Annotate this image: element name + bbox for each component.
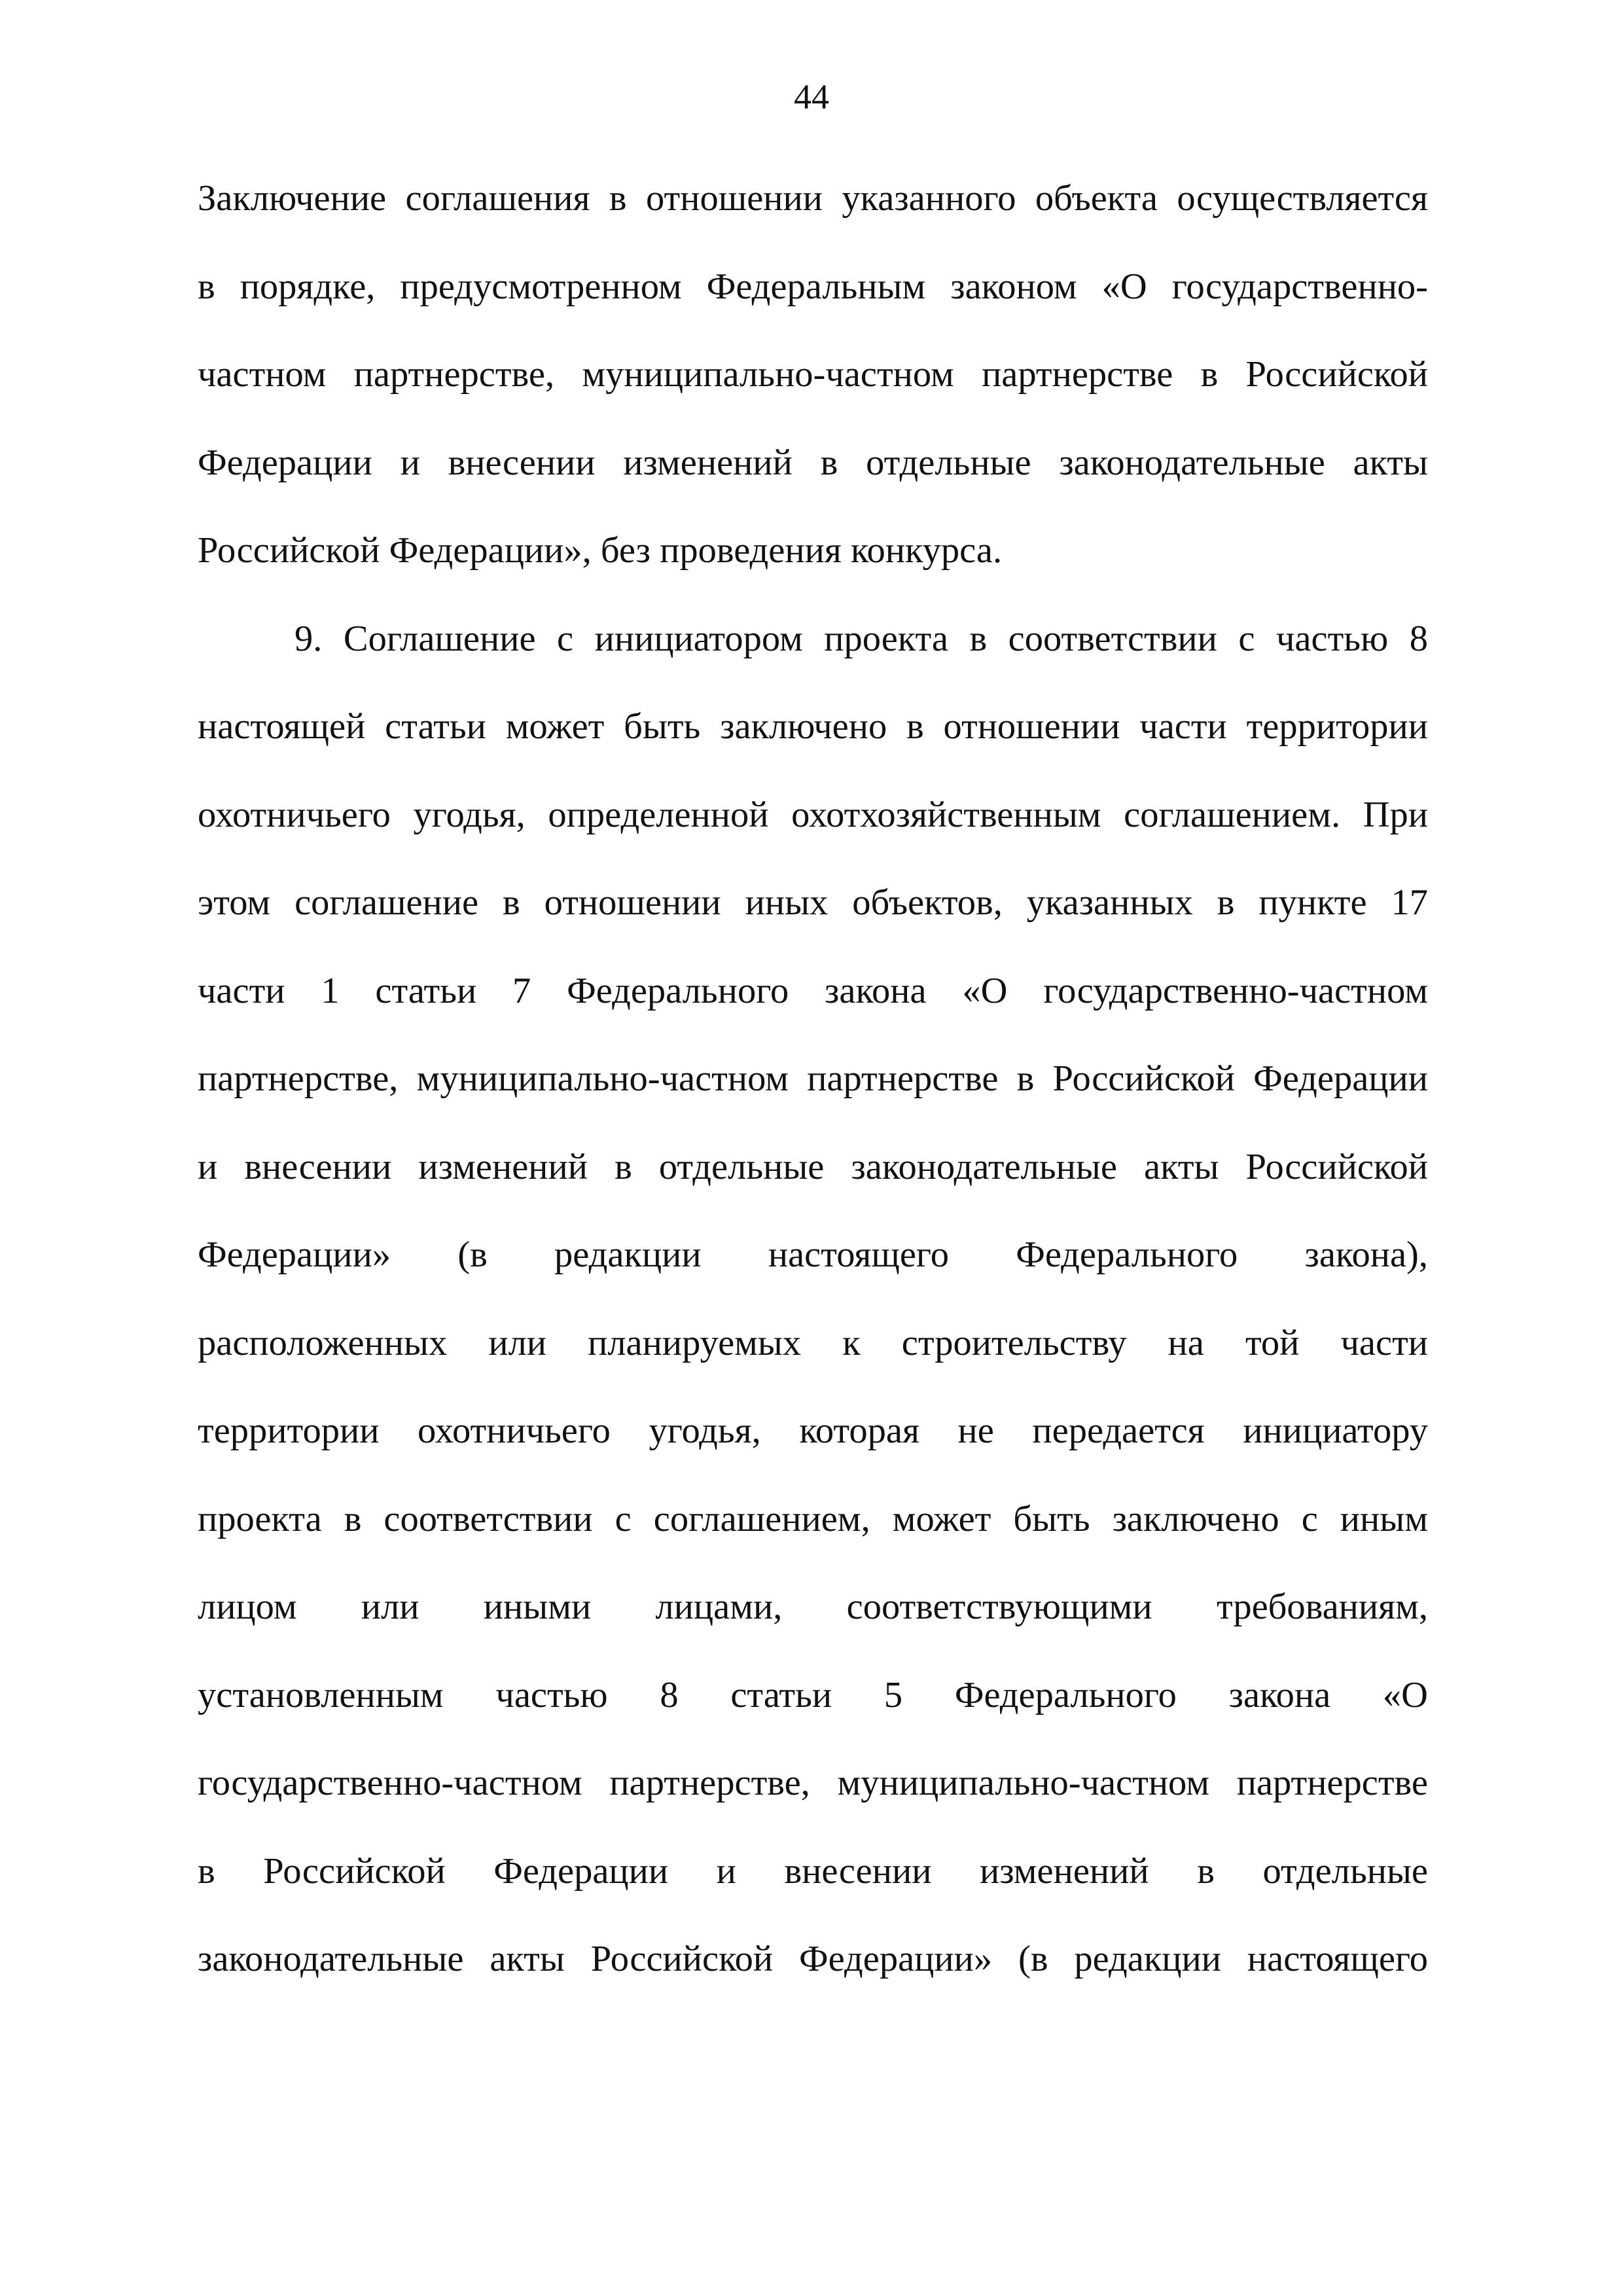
text-line: охотничьего угодья, определенной охотхозяйственным соглашением. При bbox=[198, 794, 1428, 835]
text-line: законодательные акты Российской Федерации» (в редакции настоящего bbox=[198, 1939, 1428, 1979]
text-line: 9. Соглашение с инициатором проекта в соответствии с частью 8 bbox=[294, 618, 1428, 659]
text-line: территории охотничьего угодья, которая не передается инициатору bbox=[198, 1410, 1428, 1451]
page-number: 44 bbox=[794, 77, 829, 117]
text-line: проекта в соответствии с соглашением, может быть заключено с иным bbox=[198, 1498, 1428, 1539]
text-line: государственно-частном партнерстве, муниципально-частном партнерстве bbox=[198, 1763, 1428, 1803]
text-line: лицом или иными лицами, соответствующими требованиям, bbox=[198, 1587, 1428, 1627]
text-line: и внесении изменений в отдельные законодательные акты Российской bbox=[198, 1146, 1428, 1187]
paragraph-2 bbox=[198, 595, 1428, 2003]
text-line: установленным частью 8 статьи 5 Федерального закона «О bbox=[198, 1674, 1428, 1715]
text-line: части 1 статьи 7 Федерального закона «О государственно-частном bbox=[198, 970, 1428, 1011]
text-line: в порядке, предусмотренном Федеральным законом «О государственно- bbox=[198, 266, 1428, 307]
paragraph-1 bbox=[198, 154, 1428, 595]
document-body bbox=[198, 154, 1428, 2003]
text-line: Заключение соглашения в отношении указанного объекта осуществляется bbox=[198, 178, 1428, 219]
text-line: Российской Федерации», без проведения конкурса. bbox=[198, 530, 1003, 571]
text-line: Федерации» (в редакции настоящего Федерального закона), bbox=[198, 1234, 1428, 1275]
text-line: частном партнерстве, муниципально-частном партнерстве в Российской bbox=[198, 354, 1428, 395]
text-line: этом соглашение в отношении иных объектов, указанных в пункте 17 bbox=[198, 882, 1428, 923]
text-line: в Российской Федерации и внесении изменений в отдельные bbox=[198, 1850, 1428, 1892]
text-line: Федерации и внесении изменений в отдельные законодательные акты bbox=[198, 442, 1428, 483]
text-line: расположенных или планируемых к строительству на той части bbox=[198, 1322, 1428, 1363]
text-line: настоящей статьи может быть заключено в отношении части территории bbox=[198, 706, 1428, 747]
text-line: партнерстве, муниципально-частном партнерстве в Российской Федерации bbox=[198, 1058, 1428, 1099]
